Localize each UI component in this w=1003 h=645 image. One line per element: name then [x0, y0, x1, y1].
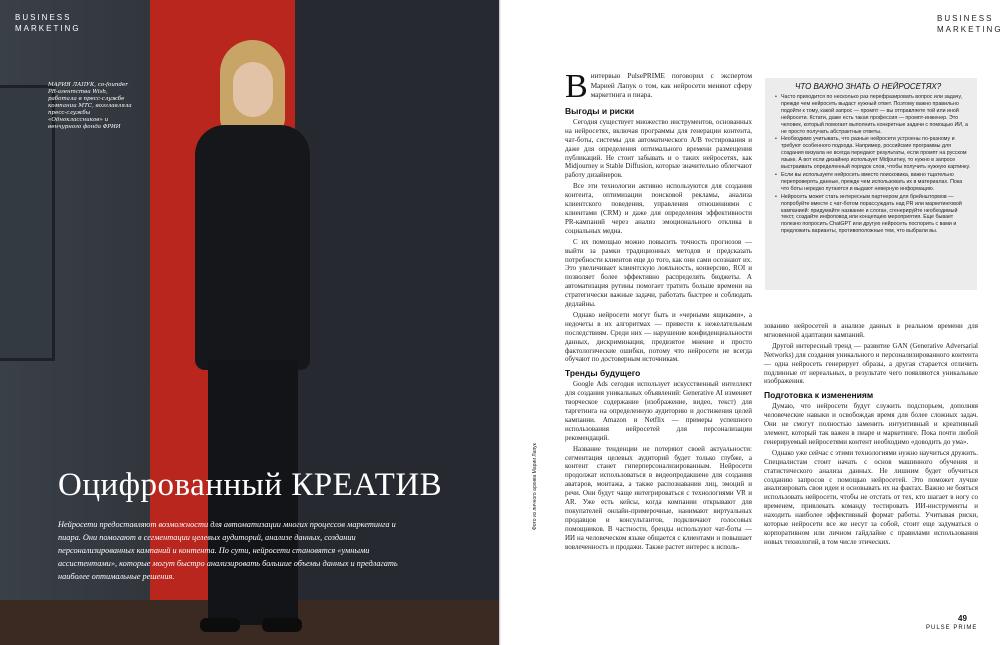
- portrait-suit: [195, 125, 310, 370]
- sidebar-item: • Если вы используете нейросеть вместо поисковика, важно тщательно перепроверять данные, прежде чем использовать их в материалах. Пока что боты нередко путаются и выдают неверную информацию.: [775, 172, 971, 193]
- section-label: [15, 12, 81, 34]
- section-label-right: [937, 13, 1003, 35]
- drop-cap: В: [565, 68, 588, 105]
- section-label-line2: MARKETING: [937, 25, 1003, 34]
- heading-future-trends: Тренды будущего: [565, 368, 641, 379]
- paragraph: Однако нейросети могут быть и «черными ящиками», а недочеты в их алгоритмах — привести к нежелательным последствиям. Среди них — нарушение конфиденциальности данных, дискриминация, предвзятое мнение и просто фактологические ошибки, потому что нейросети не всегда обучают по достоверным источникам.: [565, 310, 752, 364]
- portrait-face: [233, 62, 273, 117]
- paragraph: Все эти технологии активно используются для создания контента, оптимизации поисковой рекламы, анализа клиентского поведения, управления отношениями с клиентами (CRM) и даже для определения эффективности PR-кампаний через анализ эмоционального отклика в социальных медиа.: [565, 182, 752, 235]
- article-intro: [565, 68, 752, 105]
- photo-page: [0, 0, 500, 645]
- heading-preparing-for-change: Подготовка к изменениям: [764, 390, 874, 401]
- sidebar-title: ЧТО ВАЖНО ЗНАТЬ О НЕЙРОСЕТЯХ?: [795, 82, 942, 91]
- paragraph: зованию нейросетей в анализе данных в реальном времени для мгновенной адаптации кампаний.: [764, 322, 978, 339]
- section-label-line1: BUSINESS: [15, 13, 72, 22]
- door-frame: [0, 85, 55, 361]
- portrait-shoe: [200, 618, 240, 632]
- brand-footer: PULSE PRIME: [926, 625, 978, 631]
- article-title: Оцифрованный КРЕАТИВ: [58, 467, 443, 503]
- paragraph: Название тенденции не потеряют своей актуальности: сегментация целевых аудиторий будет только глубже, а контент станет гиперперсонализированным. Нейросети продолжат использоваться в видеопродакшене для создания аватаров, монтажа, а также распознавания лиц, эмоций и речи. Они будут чаще интегрироваться с технологиями VR и AR. Уже есть кейсы, когда компании открывают для покупателей онлайн-примерочные, нанимают виртуальных продавцов и консультантов, подключают голосовых помощников. В частности, бренды используют чат-боты — ИИ на человеческом языке общается с клиентами и повышает вовлеченность и продажи. Также растет интерес к исполь-: [565, 444, 752, 551]
- paragraph: Другой интересный тренд — развитие GAN (Generative Adversarial Networks) для создания уникального и персонализированного контента — одна нейросеть генерирует образы, а другая старается отличить подлинные от нереальных, в результате чего появляются уникальные изображения.: [764, 341, 978, 386]
- paragraph: Однако уже сейчас с этими технологиями нужно научиться дружить. Специалистам стоит начать с основ машинного обучения и статистического анализа данных. Не лишним будет обучиться созданию запросов с помощью нейросетей. Это поможет лучше анализировать свои идеи и основывать их на фактах. Важно не бояться использовать нейросети, чтобы не отстать от тех, кто шагает в ногу со временем, привлекать команду тестировать ИИ-инструменты и находить наиболее эффективный формат работы. Учитывая риски, которые нейросети все же несут за собой, стоит еще задуматься о корпоративном или личном гайдлайне с правилами использования новых технологий, в том числе этических.: [764, 448, 978, 546]
- photo-caption: МАРИЯ ЛАПУК, со-founder PR-агентства Wish, работала в пресс-службе компании МТС, возглавляла пресс-службы «Одноклассников» и венчурного фонда ФРИИ: [48, 82, 132, 130]
- heading-benefits-risks: Выгоды и риски: [565, 106, 635, 116]
- paragraph: Google Ads сегодня использует искусственный интеллект для создания уникальных объявлений: Generative AI изменяет творческое содержание (изображение, видео, текст) для таргетинга на определенную аудиторию и достижения целей кампании. Amazon и Netflix — примеры успешного использования нейросетей для персонализации рекомендаций.: [565, 380, 752, 442]
- paragraph: Сегодня существует множество инструментов, основанных на нейросетях, включая программы для генерации контента, чат-боты, системы для автоматического A/B тестирования и даже для определения оптимального времени размещения публикаций. Не стоит забывать и о таких нейросетях, как Midjourney и Stable Diffusion, которые значительно облегчают работу дизайнеров.: [565, 117, 752, 180]
- paragraph: Думаю, что нейросети будут служить подспорьем, дополняя человеческие навыки и освобождая время для более сложных задач. Они не смогут полностью заменить интуитивный и креативный элемент, который так важен в пиаре и маркетинге. Пока почти любой генерируемый нейросетями контент необходимо «доводить до ума».: [764, 402, 978, 446]
- paragraph: С их помощью можно повысить точность прогнозов — выйти за рамки традиционных методов и предсказать потребности клиентов еще до того, как они сами осознают их. Это увеличивает клиентскую лояльность, конверсию, ROI и позволяет более эффективно распределять бюджеты. А автоматизация рутины помогает тратить больше времени на стратегически важные задачи, работать быстрее и соблюдать дедлайны.: [565, 237, 752, 309]
- sidebar-box: [765, 78, 977, 290]
- intro-text: интервью PulsePRIME поговорил с экспертом Марией Лапук о том, как нейросети меняют сферу маркетинга и пиара.: [590, 72, 752, 99]
- section-label-line2: MARKETING: [15, 24, 81, 33]
- article-column-1: [565, 68, 752, 554]
- sidebar-item: • Часто приходится по несколько раз перефразировать вопрос или задачу, прежде чем нейросеть выдаст нужный ответ. Поэтому важно правильно подойти к тому, какой запрос — промпт — вы отправляете той или иной нейросети. Кстати, даже есть такая профессия — промпт-инженер. Это человек, который помогает выполнить конкретные задачи с помощью ИИ, а не просто получать абстрактные ответы.: [775, 94, 971, 135]
- article-column-2: [764, 322, 978, 549]
- sidebar-item: • Необходимо учитывать, что разные нейросети устроены по-разному и требуют особенного подхода. Например, российские программы для создания визуала не всегда передают результаты, если промпт на русском языке. А вот если дизайнер использует Midjourney, то нужно в запросе выстраивать определенный порядок слов, чтобы получить нужную картинку.: [775, 136, 971, 171]
- page-number: 49: [958, 614, 967, 623]
- portrait-shoe: [262, 618, 302, 632]
- sidebar-list: [765, 94, 977, 235]
- section-label-line1: BUSINESS: [937, 14, 994, 23]
- photo-credit: Фото из личного архива Марии Лапук: [532, 443, 538, 530]
- page-gutter: [499, 0, 501, 645]
- sidebar-item: • Нейросеть может стать интересным партнером для брейнштормов — попробуйте вместе с чат-ботом порассуждать над PR или маркетинговой кампанией: придумайте название и слоган, сгенерируйте необходимый текст, создайте инфоповод или концепцию мероприятия. Еще бывает полезно попросить ChatGPT или другую нейросеть поспорить с вами и предложить варианты, противоположные тем, что выбрали вы.: [775, 194, 971, 235]
- article-lede: Нейросети предоставляют возможности для автоматизации многих процессов маркетинга и пиара. Они помогают в сегментации целевых аудиторий, анализе данных, создании персонализированных кампаний и контента. По сути, нейросети становятся «умными ассистентами», которые могут быстро анализировать большие объемы данных и предлагать наиболее оптимальные решения.: [58, 520, 398, 581]
